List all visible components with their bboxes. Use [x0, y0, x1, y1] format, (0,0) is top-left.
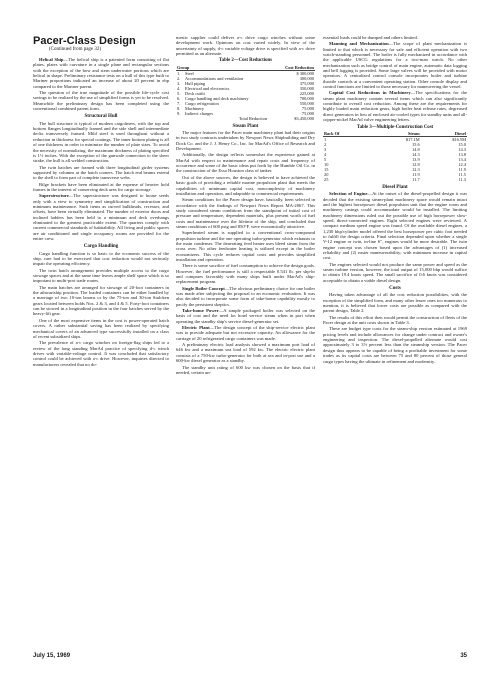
table-cell: Electrical and electronics [185, 85, 230, 91]
column-1-body [33, 57, 169, 367]
paragraph-text: The hull structure is typical of modern cargoliners, with the top and bottom flanges longitudinally framed and the side shell and intermediate decks transversely framed. Mild steel is used throughout without a reduction in thickness for special coatings. The inner bottom plating is all of one thickness in order to minimize the number of plate sizes. To avoid the necessity of normalizing, the maximum thickness of plating specified is 1½ inches. With the exception of the gunwale connection to the sheer strake, the hull is all welded construction. [33, 120, 169, 164]
body-paragraph [323, 292, 467, 313]
table-cell: 8. [177, 105, 181, 111]
table-cell: 9. [177, 110, 181, 116]
body-paragraph [33, 318, 169, 339]
body-paragraph [176, 263, 315, 284]
paragraph-text: The prevalence of a-c cargo winches on foreign-flag ships led to a review of the long standing MarAd practice of specifying d-c winch drives with variable-voltage control. It was concluded that satisfactory control could be achieved with a-c drive. However, inquiries directed to manufacturers revealed that no do- [33, 340, 169, 367]
body-paragraph [176, 325, 315, 341]
section-heading: Cargo Handling [83, 244, 119, 250]
paragraph-lead: Helical Ship [39, 57, 64, 62]
table-row [323, 177, 467, 182]
body-paragraph [323, 191, 467, 260]
paragraph-lead: Capital Cost Reductions in Machinery [329, 90, 411, 96]
table-cell: 550,000 [299, 100, 314, 106]
table-cell: 6. [177, 95, 181, 101]
table-cell: Steel [185, 70, 194, 76]
body-paragraph [323, 315, 467, 326]
table-cell: Accommodations and ventilation [185, 75, 244, 81]
table-cell: 14.8 [411, 146, 420, 152]
paragraph-lead: Single Boiler Concept [182, 285, 225, 291]
table-cell: 20 [324, 171, 329, 177]
body-paragraph [33, 57, 169, 89]
paragraph-text: These are budget type costs for the steam-ship version estimated at 1969 pricing levels and include allowances for change under contract and owner's engineering and inspection. The diesel-propelled alternate would cost approximately 3 to 3½ percent less than the steamship version. The Pacer design thus appears to be capable of being a profitable investment for some trades as its capital costs are between 75 and 80 percent of those general cargo types having the ultimate in refinement and modernity. [323, 326, 467, 364]
table-cell: Cargo refrigeration [185, 100, 219, 106]
body-paragraph [176, 365, 315, 376]
table-2-caption: Table 2—Cost Reductions [218, 58, 273, 64]
paragraph-text: Superheated steam is supplied to a conventional cross-compound propulsion turbine and the one operating turbo-generator which exhausts to the main condenser. The deaerating feed heater uses bleed steam from the cross over. No other feedwater heating is utilized except in the boiler economizers. This cycle reduces capital costs and provides simplified installation and operation. [176, 230, 315, 262]
column-3-top [323, 35, 467, 123]
table-cell: 15.0 [458, 141, 466, 147]
section-heading: Structural Hull [84, 114, 118, 120]
body-paragraph [323, 35, 467, 40]
paragraph-text: There is some sacrifice of fuel consumption to achieve the design goals. However, the fuel performance is still a respectable 0.541 lb. per shp-hr and compares favorably with many ships built under MarAd's ship-replacement program. [176, 263, 315, 285]
table-2-body [176, 70, 315, 116]
paragraph-text: Steam conditions for the Pacer design have, basically, been selected in accordance with the findings of Newport News Report MA-2067. This study considered steam conditions from the standpoint of initial cost of pressure and temperature, dependent materials, plus present worth of fuel costs and maintenance over the lifetime of the ship, and concluded that steam conditions of 600 psig and 850°F. were economically attractive. [176, 197, 315, 229]
table-cell: Machinery [185, 105, 205, 111]
table-cell: 700,000 [299, 95, 314, 101]
column-3-body [323, 185, 467, 364]
body-paragraph [323, 41, 467, 89]
paragraph-lead: Manning and Mechanization [329, 41, 389, 47]
body-paragraph [33, 193, 169, 241]
table-cell: 13.9 [411, 156, 420, 162]
paragraph-text: mestic supplier could deliver a-c drive cargo winches without some development work. Opinions on cost varied widely. In view of the uncertainty of supply, d-c variable voltage drive is specified with a-c drive permitted as an alternate. [176, 35, 315, 57]
table-cell: 11.9 [458, 166, 466, 172]
table-3-caption: Table 3—Multiple-Construction Cost [356, 124, 434, 130]
total-value: $3,450,000 [294, 115, 314, 121]
paragraph-text: The major features for the Pacer main machinery plant had their origins in two study contracts undertaken by Newport News Shipbuilding and Dry Dock Co. and the J. J. Henry Co., Inc. for MarAd's Office of Research and Development. [176, 130, 315, 152]
table-cell: 75,000 [301, 105, 314, 111]
paragraph-text: The twin hatch arrangement provides multiple access to the cargo stowage spaces and at the same time leaves ample shelf space which is so important to multi-port trade routes. [33, 267, 169, 284]
table-cell: 5. [177, 90, 181, 96]
paragraph-text: Cargo handling function is so basic to the economic success of the ship, care had to be exercised that cost reduction would not seriously impair the operating efficiency. [33, 250, 169, 267]
body-paragraph [33, 285, 169, 317]
table-cell: 375,000 [299, 80, 314, 86]
table-cell: 350,000 [299, 85, 314, 91]
body-paragraph [33, 165, 169, 181]
table-cell: 13.8 [458, 151, 466, 157]
table-header-cost: Cost Reduction [273, 65, 315, 71]
table-cell: 5 [324, 156, 327, 162]
table-cell: 225,000 [299, 90, 314, 96]
table-cell: 11.5 [458, 171, 466, 177]
table-header-diesel: Diesel [421, 131, 467, 137]
paragraph-lead: Take-home Power [182, 308, 219, 314]
table-cell: 25 [324, 176, 329, 182]
table-cell: $16.5M [452, 136, 466, 142]
body-paragraph [176, 197, 315, 229]
paragraph-lead: Electric Plant [182, 325, 210, 331]
paragraph-text: A preliminary electric load analysis showed a maximum port load of 646 kw and a maximum sea load of 592 kw. The electric electric plant consists of a 750-kw turbo-generator for both at sea and in-port use and a 600-kw diesel generator as a standby. [176, 342, 315, 364]
section-heading: Costs [389, 286, 401, 292]
body-paragraph [176, 286, 315, 307]
paragraph-text: —At the outset of the diesel-propelled design it was decided that the existing steam-plant machinery space would remain intact and the highest horsepower diesel propulsion unit that the engine room and machinery casings could accommodate would be installed. The limiting machinery dimensions ruled out the possible use of high horsepower slow-speed, direct-connected engines. Eight selected engines were reviewed. A compact medium speed engine was found. Of the available diesel engines, a 1,230 bhp/cylinder model offered the best horsepower per cubic foot needed to fulfill the design criteria. Final selection depended upon whether a single V-12 engine or twin, in-line 6", engines would be more desirable. The twin engine concept was chosen based upon the advantages of (1) increased reliability and (2) easier maneuverability; with minimum increase in capital cost. [323, 191, 468, 261]
paragraph-text: The twin hatches are framed with three longitudinal girder systems supported by columns at the hatch corners. The hatch end beams extend to the shell to form part of complete transverse webs. [33, 164, 169, 181]
table-cell: 4. [177, 85, 181, 91]
body-paragraph [176, 175, 315, 196]
table-cell: 12.3 [411, 166, 420, 172]
body-paragraph [323, 90, 467, 122]
paragraph-text: The engines selected would not produce the same power and speed as the steam turbine version, however, the total output of 15,000 bhp would suffice to obtain 19.4 knots speed. The small sacrifice of 0.6 knots was considered acceptable to obtain a viable diesel design. [323, 261, 467, 283]
body-paragraph [176, 342, 315, 363]
body-paragraph [176, 308, 315, 324]
total-label: Total Reduction [238, 115, 268, 121]
table-cell: 14.3 [458, 146, 466, 152]
table-cell: 7. [177, 100, 181, 106]
body-paragraph [176, 152, 315, 173]
table-3-body [323, 136, 467, 182]
column-2 [176, 35, 315, 376]
table-cell: 12.8 [411, 161, 420, 167]
table-cell: 11.9 [412, 171, 420, 177]
body-paragraph [176, 230, 315, 262]
table-cell: Indirect charges [185, 110, 214, 116]
cost-reductions-table [176, 65, 315, 121]
paragraph-text: —The scope of plant mechanization is limited to that which is necessary for safe and efficient operation with two watch-standing personnel. The boiler is fully mechanized in accordance with the applicable USCG regulations for a two-man watch. No other mechanization such as bridge control of main engine, automatic data logging and bell logging is provided. Some large valves will be provided with motor operators. A centralized control console incorporates boiler and turbine throttle controls at a convenient operating station. Other console display and control functions are limited to those necessary for maneuvering the vessel. [323, 41, 467, 90]
body-paragraph [323, 326, 467, 363]
table-cell: Hull piping [185, 80, 206, 86]
table-cell: 13.4 [458, 156, 466, 162]
table-header-back-of: Back Of [323, 131, 374, 137]
continued-note: (Continued from page 32) [49, 47, 102, 52]
body-paragraph [33, 251, 169, 267]
body-paragraph [176, 130, 315, 151]
paragraph-text: Out of the above sources, the design is believed to have achieved the basic goals of providing a reliable marine propulsion plant that meets the capabilities of: minimum capital cost, noncomplexity of machinery installation and operation, and adaptable to commercial requirements. [176, 174, 315, 196]
body-paragraph [33, 268, 169, 284]
body-paragraph [33, 90, 169, 111]
column-3 [323, 35, 467, 365]
section-heading: Steam Plant [232, 123, 259, 129]
issue-date: July 15, 1969 [33, 653, 71, 659]
paragraph-text: —The design concept of the ship-service electric plant was to provide adequate but not excessive capacity. An allowance for the carriage of 20 refrigerated cargo containers was made. [176, 325, 316, 341]
table-cell: 2 [324, 141, 327, 147]
section-heading: Diesel Plant [382, 184, 408, 190]
body-paragraph [33, 121, 169, 164]
body-paragraph [323, 262, 467, 283]
table-cell: 3 [324, 146, 327, 152]
table-cell: 300,000 [299, 75, 314, 81]
multiple-construction-cost-table [323, 131, 467, 182]
table-cell: 2. [177, 75, 181, 81]
body-paragraph [33, 340, 169, 367]
body-paragraph [176, 35, 315, 56]
table-cell: 75,000 [301, 110, 314, 116]
paragraph-text: The main hatches are arranged for stowage of 20-foot containers in the athwartship position. The loaded containers can be either handled by a marriage of two 10-ton booms or by the 75-ton and 30-ton Stulcken gears located between holds Nos. 2 & 3, and 4 & 5. Forty-foot containers can be stowed in a longitudinal position in the four hatches served by the heavy-lift gear. [33, 284, 169, 317]
paragraph-text: The results of this effort then would permit the construction of fleets of the Pacer design at the unit costs shown in Table 3. [323, 314, 467, 326]
paragraph-text: —The helical ship is a patented form consisting of flat plates, plates with curvature in a single plane and rectangular sections with the exception of the bow and stern underwater portions which are helical in shape. Preliminary resistance tests on a hull of this type built to Mariner proportions indicated an increase of about 20 percent in ehp compared to the Mariner parent. [33, 57, 169, 89]
paragraph-text: —The superstructure was designed to house seeds only with a view to symmetry and simplification of construction and minimum maintenance. Such items as curved bulkheads, recesses, and offsets, have been virtually eliminated. The number of exterior doors and inclined ladders has been held to a minimum and deck overhangs eliminated to the greatest practicable extent. The quarters comply with current commercial standards of habitability. All living and public spaces are air conditioned and single occupancy rooms are provided for the entire crew. [33, 193, 169, 241]
paragraph-text: —The specifications for the steam plant machinery contain several items which can also significantly contribute to overall cost reduction. Among these are the requirements for highly loaded main reduction gears, high boiler heat release rates, degreased direct generators in lieu of enclosed air-cooled types for standby units and all-copper-nickel MarAd valve engineering letters. [323, 90, 467, 123]
table-cell: 11.7 [412, 176, 420, 182]
table-header-steam: Steam [374, 131, 420, 137]
paragraph-lead: Superstructure [39, 193, 69, 199]
table-cell: Deck outfit [185, 90, 205, 96]
table-header-group: Group [176, 65, 273, 71]
table-cell: 12.4 [458, 161, 466, 167]
table-cell: 15.6 [411, 141, 420, 147]
paragraph-text: Additionally, the design reflects somewhat the experience gained at MarAd with respect to maintenance and repair costs and frequency of occurrence and some of the basic ideas put forth by the Humble Oil Co. in the construction of the Esso Houston class of tanker. [176, 152, 315, 174]
table-cell: 3. [177, 80, 181, 86]
paragraph-text: The question of the true magnitude of the possible life-cycle cost savings to be realized by the use of simplified forms is yet to be resolved. Meanwhile the preliminary design has been completed using the conventional combined parent form. [33, 90, 169, 112]
paragraph-text: —A simple packaged boiler was selected on the basis of cost and the need for hotel service steam when in port when operating the standby ship's service diesel-generator set. [176, 308, 315, 324]
paragraph-text: The standby unit rating of 600 kw was chosen on the basis that if needed, certain un- [176, 364, 315, 375]
article-title: Pacer-Class Design [33, 35, 136, 47]
table-cell: 1. [177, 70, 181, 76]
body-paragraph [33, 182, 169, 193]
paragraph-text: —The obvious preliminary choice for one boiler was made after subjecting the proposal to an economic evaluation. It was also decided to incorporate some form of take-home capability mostly to pacify the persistent skeptics. [176, 285, 315, 307]
table-cell: 14.3 [411, 151, 420, 157]
paragraph-lead: Selection of Engine [329, 191, 368, 197]
table-cell: 11.3 [458, 176, 466, 182]
page-number: 35 [460, 653, 467, 659]
column-2-top [176, 35, 315, 56]
paragraph-text: Having taken advantage of all the cost reduction possibilities, with the exception of the simplified form, and many other lesser ones too numerous to mention, it is believed that lower costs are possible as compared with the parent design, Table 2. [323, 292, 467, 314]
table-cell: 10 [324, 161, 329, 167]
paragraph-text: Bilge brackets have been eliminated at the expense of heavier hold frames in the interest of conserving deck area for cargo stowage. [33, 181, 169, 192]
table-cell: $17.1M [405, 136, 420, 142]
table-cell: 4 [324, 151, 327, 157]
column-1 [33, 35, 169, 368]
table-cell: $ 300,000 [296, 70, 314, 76]
table-cell: Cargo handling and deck machinery [185, 95, 249, 101]
table-cell: 1 [324, 136, 327, 142]
paragraph-text: essential loads could be dumped and others limited. [323, 35, 418, 40]
column-2-body [176, 124, 315, 375]
paragraph-text: One of the most expensive items in the cost is power-operated hatch covers. A rather substantial saving has been realized by specifying mechanical covers of an advanced type successfully installed on a class of recent subsidized ships. [33, 317, 169, 339]
table-cell: 15 [324, 166, 329, 172]
